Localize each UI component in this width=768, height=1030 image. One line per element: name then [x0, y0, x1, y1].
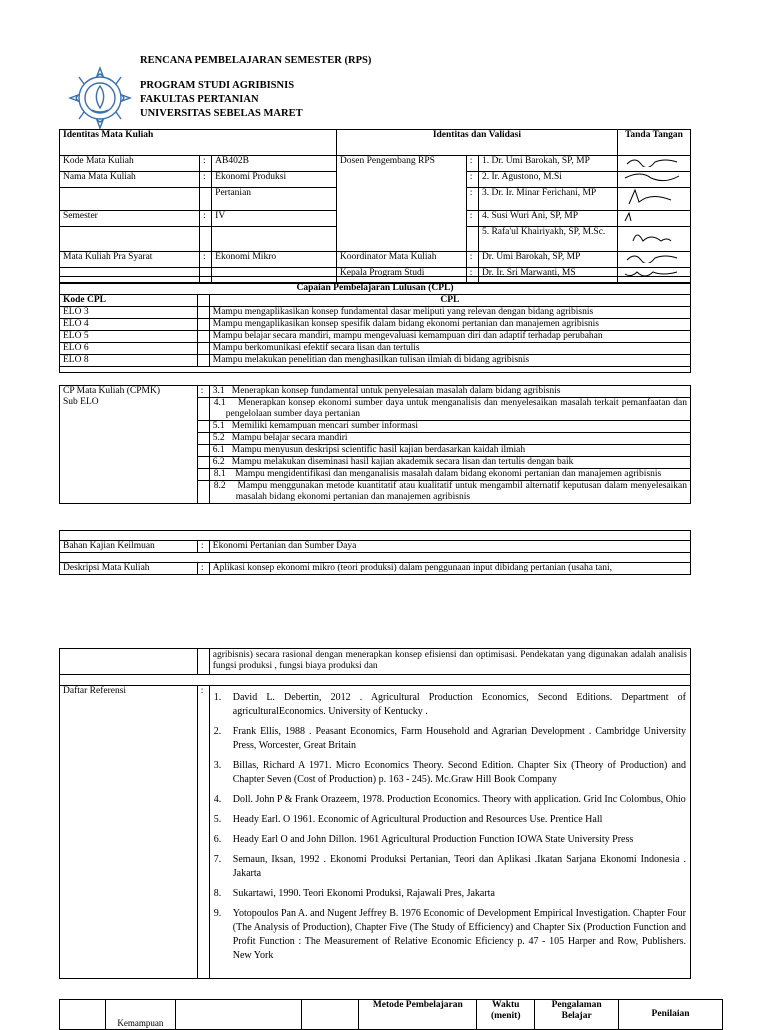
- cpmk-label: CP Mata Kuliah (CPMK) Sub ELO: [60, 386, 198, 504]
- cpmk-item: 5.1 Memiliki kemampuan mencari sumber informasi: [209, 421, 690, 433]
- kode-cpl-header: Kode CPL: [60, 295, 198, 307]
- list-item: 1. David L. Debertin, 2012 . Agricultural Production Economics, Second Editions. Department of agriculturalEconomics. University of Kentucky .: [213, 692, 686, 717]
- program-name: PROGRAM STUDI AGRIBISNIS: [140, 80, 295, 91]
- cpmk-item: 6.1 Mampu menyusun deskripsi scientific hasil kajian berdasarkan kaidah ilmiah: [209, 445, 690, 457]
- sub-elo-label: Sub ELO: [63, 397, 99, 407]
- dosen-item: 4. Susi Wuri Ani, SP, MP: [478, 211, 617, 227]
- kode-matkul-value: AB402B: [212, 156, 337, 172]
- dosen-item: 1. Dr. Umi Barokah, SP, MP: [478, 156, 617, 172]
- kaprodi-label: Kepala Program Studi: [336, 268, 466, 284]
- bahan-kajian-value: Ekonomi Pertanian dan Sumber Daya: [209, 541, 690, 553]
- cpmk-item: 3.1 Menerapkan konsep fundamental untuk penyelesaian masalah dalam bidang agribisnis: [209, 386, 690, 398]
- dosen-item: 2. Ir. Agustono, M.Si: [478, 172, 617, 188]
- waktu-header: Waktu (menit): [477, 1000, 535, 1030]
- signature-scribble-icon: [621, 172, 681, 183]
- cpmk-item: 8.2 Mampu menggunakan metode kuantitatif atau kualitatif untuk mengambil alternatif keputusan dalam menyelesaikan masalah bidang ekonomi pertanian dan manajemen agribisnis: [209, 481, 690, 504]
- identitas-validasi-header: Identitas dan Validasi: [336, 130, 617, 156]
- cpl-section-title: Capaian Pembelajaran Lulusan (CPL): [60, 283, 691, 295]
- signature-scribble-icon: [621, 188, 681, 206]
- tanda-tangan-header: Tanda Tangan: [617, 130, 690, 156]
- dosen-label: Dosen Pengembang RPS: [336, 156, 466, 252]
- document-title: RENCANA PEMBELAJARAN SEMESTER (RPS): [140, 55, 372, 66]
- semester-value: IV: [212, 211, 337, 227]
- cpmk-item: 6.2 Mampu melakukan diseminasi hasil kajian akademik secara lisan dan tertulis dengan baik: [209, 457, 690, 469]
- cpmk-item: 4.1 Menerapkan konsep ekonomi sumber daya untuk menganalisis dan menyelesaikan masalah terkait pemanfaatan dan pengelolaan sumber daya pertanian: [209, 398, 690, 421]
- list-item: 3. Billas, Richard A 1971. Micro Economics Theory. Second Edition. Chapter Six (Theory of Production) and Chapter Seven (Cost of Production) p. 163 - 245). Mc.Graw Hill Book Company: [213, 760, 686, 785]
- kemampuan-header: Kemampuan: [105, 1000, 175, 1030]
- signature-3: [617, 188, 690, 211]
- metode-header: Metode Pembelajaran: [359, 1000, 477, 1030]
- bottom-table: [59, 999, 723, 1030]
- rps-main-table: Identitas Mata Kuliah Identitas dan Validasi Tanda Tangan Kode Mata Kuliah : AB402B Dosen Pengembang RPS : 1. Dr. Umi Barokah, SP, MP Nama Mata Kuliah : Ekonomi Produksi : 2. Ir. Agustono, M.Si Pertanian : 3. Dr. Ir. Minar Ferichani, MP Semester : IV : 4. Susi Wuri Ani, SP, MP 5. Rafa'ul Khairiyakh, SP, M.Sc. Mata Kuliah Pra Syarat : Ekonomi Mikro Koordinator Mata Kuliah : Dr. Umi Barokah, SP, MP Kepala Program Studi : Dr. Ir. Sri Marwanti, MS: [59, 129, 691, 284]
- page2-table: agribisnis) secara rasional dengan menerapkan konsep efisiensi dan optimisasi. Pendekatan yang digunakan adalah analisis fungsi produksi , fungsi biaya produksi dan Daftar Referensi : 1. David L. Debertin, 2012 . Agricultural Production Economics, Second Editions. Department of agriculturalEconomics. University of Kentucky . 2. Frank Ellis, 1988 . Peasant Economics, Farm Household and Agrarian Development . Cambridge University Press, Worcester, Great Britain 3. Billas, Richard A 1971. Micro Economics Theory. Second Edition. Chapter Six (Theory of Production) and Chapter Seven (Cost of Production) p. 163 - 245). Mc.Graw Hill Book Company 4. Doll. John P & Frank Orazeem, 1978. Production Economics. Theory with application. Grid Inc Colombus, Ohio 5. Heady Earl. O 1961. Economic of Agricultural Production and Resources Use. Prentice Hall 6. Heady Earl O and John Dillon. 1961 Agricultural Production Function IOWA State University Press 7. Semaun, Iksan, 1992 . Ekonomi Produksi Pertanian, Teori dan Aplikasi .Ikatan Sarjana Ekonomi Indonesia . Jakarta 8. Sukartawi, 1990. Teori Ekonomi Produksi, Rajawali Pres, Jakarta 9. Yotopoulos Pan A. and Nugent Jeffrey B. 1976 Economic of Development Empirical Investigation. Chapter Four (The Analysis of Production), Chapter Five (The Study of Efficiency) and Chapter Six (Production Function and Profit Function : The Measurement of Relative Economic Eficiency p. 47 - 105 Harper and Row, Publishers. New York: [59, 648, 691, 979]
- nama-matkul-label: Nama Mata Kuliah: [60, 172, 200, 188]
- signature-4: [617, 211, 690, 227]
- table-row: ELO 5 Mampu belajar secara mandiri, mampu mengevaluasi kemampuan diri dan adaptif terhadap perubahan: [60, 331, 691, 343]
- cpmk-item: 5.2 Mampu belajar secara mandiri: [209, 433, 690, 445]
- table-row: ELO 3 Mampu mengaplikasikan konsep fundamental dasar meliputi yang relevan dengan bidang agribisnis: [60, 307, 691, 319]
- bahan-kajian-label: Bahan Kajian Keilmuan: [60, 541, 198, 553]
- deskripsi-value: Aplikasi konsep ekonomi mikro (teori produksi) dalam penggunaan input dibidang pertanian (usaha tani,: [209, 563, 690, 575]
- table-row: ELO 6 Mampu berkomunikasi efektif secara lisan dan tertulis: [60, 343, 691, 355]
- faculty-name: FAKULTAS PERTANIAN: [140, 94, 259, 105]
- prasyarat-label: Mata Kuliah Pra Syarat: [60, 252, 200, 268]
- list-item: 9. Yotopoulos Pan A. and Nugent Jeffrey B. 1976 Economic of Development Empirical Investigation. Chapter Four (The Analysis of Production), Chapter Five (The Study of Efficiency) and Chapter Six (Production Function and Profit Function : The Measurement of Relative Economic Eficiency p. 47 - 105 Harper and Row, Publishers. New York: [213, 908, 686, 961]
- semester-label: Semester: [60, 211, 200, 227]
- cpl-header: CPL: [209, 295, 690, 307]
- nama-matkul-value: Ekonomi Produksi: [212, 172, 337, 188]
- list-item: 7. Semaun, Iksan, 1992 . Ekonomi Produksi Pertanian, Teori dan Aplikasi .Ikatan Sarjana Ekonomi Indonesia . Jakarta: [213, 854, 686, 879]
- kode-matkul-label: Kode Mata Kuliah: [60, 156, 200, 172]
- dosen-item: 3. Dr. Ir. Minar Ferichani, MP: [478, 188, 617, 211]
- list-item: 6. Heady Earl O and John Dillon. 1961 Agricultural Production Function IOWA State University Press: [213, 834, 634, 845]
- bahan-kajian-table: Bahan Kajian Keilmuan : Ekonomi Pertanian dan Sumber Daya Deskripsi Mata Kuliah : Aplikasi konsep ekonomi mikro (teori produksi) dalam penggunaan input dibidang pertanian (usaha tani,: [59, 530, 691, 575]
- signature-scribble-icon: [621, 156, 681, 167]
- dosen-item: 5. Rafa'ul Khairiyakh, SP, M.Sc.: [478, 227, 617, 252]
- signature-5: [617, 227, 690, 252]
- university-logo: [68, 66, 132, 130]
- deskripsi-value-cont: agribisnis) secara rasional dengan menerapkan konsep efisiensi dan optimisasi. Pendekatan yang digunakan adalah analisis fungsi produksi , fungsi biaya produksi dan: [209, 649, 690, 675]
- kaprodi-value: Dr. Ir. Sri Marwanti, MS: [478, 268, 617, 284]
- cpl-table: [59, 276, 691, 373]
- penilaian-header: Penilaian: [619, 1000, 723, 1030]
- deskripsi-label: Deskripsi Mata Kuliah: [60, 563, 198, 575]
- signature-1: [617, 156, 690, 172]
- signature-scribble-icon: [621, 252, 681, 263]
- table-row: ELO 4 Mampu mengaplikasikan konsep spesifik dalam bidang ekonomi pertanian dan manajemen agribisnis: [60, 319, 691, 331]
- list-item: 2. Frank Ellis, 1988 . Peasant Economics, Farm Household and Agrarian Development . Cambridge University Press, Worcester, Great Britain: [213, 726, 686, 751]
- referensi-list: [209, 686, 690, 979]
- table-row: ELO 8 Mampu melakukan penelitian dan menghasilkan tulisan ilmiah di bidang agribisnis: [60, 355, 691, 367]
- signature-2: [617, 172, 690, 188]
- university-name: UNIVERSITAS SEBELAS MARET: [140, 108, 303, 119]
- pengalaman-header: Pengalaman Belajar: [535, 1000, 619, 1030]
- identitas-matkul-header: Identitas Mata Kuliah: [60, 130, 337, 156]
- koordinator-value: Dr. Umi Barokah, SP, MP: [478, 252, 617, 268]
- signature-scribble-icon: [621, 227, 681, 247]
- koordinator-label: Koordinator Mata Kuliah: [336, 252, 466, 268]
- cpmk-item: 8.1 Mampu mengidentifikasi dan menganalisis masalah dalam bidang ekonomi pertanian dan manajemen agribisnis: [209, 469, 690, 481]
- list-item: 4. Doll. John P & Frank Orazeem, 1978. Production Economics. Theory with application. Grid Inc Colombus, Ohio: [213, 794, 686, 805]
- signature-scribble-icon: [621, 211, 681, 222]
- list-item: 5. Heady Earl. O 1961. Economic of Agricultural Production and Resources Use. Prentice Hall: [213, 814, 603, 825]
- signature-6: [617, 252, 690, 268]
- referensi-label: Daftar Referensi: [60, 686, 198, 979]
- list-item: 8. Sukartawi, 1990. Teori Ekonomi Produksi, Rajawali Pres, Jakarta: [213, 888, 495, 899]
- cpmk-table: CP Mata Kuliah (CPMK) Sub ELO : 3.1 Menerapkan konsep fundamental untuk penyelesaian masalah dalam bidang agribisnis 4.1 Menerapkan konsep ekonomi sumber daya untuk menganalisis dan menyelesaikan masalah terkait pemanfaatan dan pengelolaan sumber daya pertanian 5.1 Memiliki kemampuan mencari sumber informasi 5.2 Mampu belajar secara mandiri 6.1 Mampu menyusun deskripsi scientific hasil kajian berdasarkan kaidah ilmiah 6.2 Mampu melakukan diseminasi hasil kajian akademik secara lisan dan tertulis dengan baik 8.1 Mampu mengidentifikasi dan menganalisis masalah dalam bidang ekonomi pertanian dan manajemen agribisnis 8.2 Mampu menggunakan metode kuantitatif atau kualitatif untuk mengambil alternatif keputusan dalam menyelesaikan masalah bidang ekonomi pertanian dan manajemen agribisnis: [59, 385, 691, 504]
- nama-matkul-value-cont: Pertanian: [212, 188, 337, 211]
- prasyarat-value: Ekonomi Mikro: [212, 252, 337, 268]
- sun-emblem-icon: [68, 66, 132, 130]
